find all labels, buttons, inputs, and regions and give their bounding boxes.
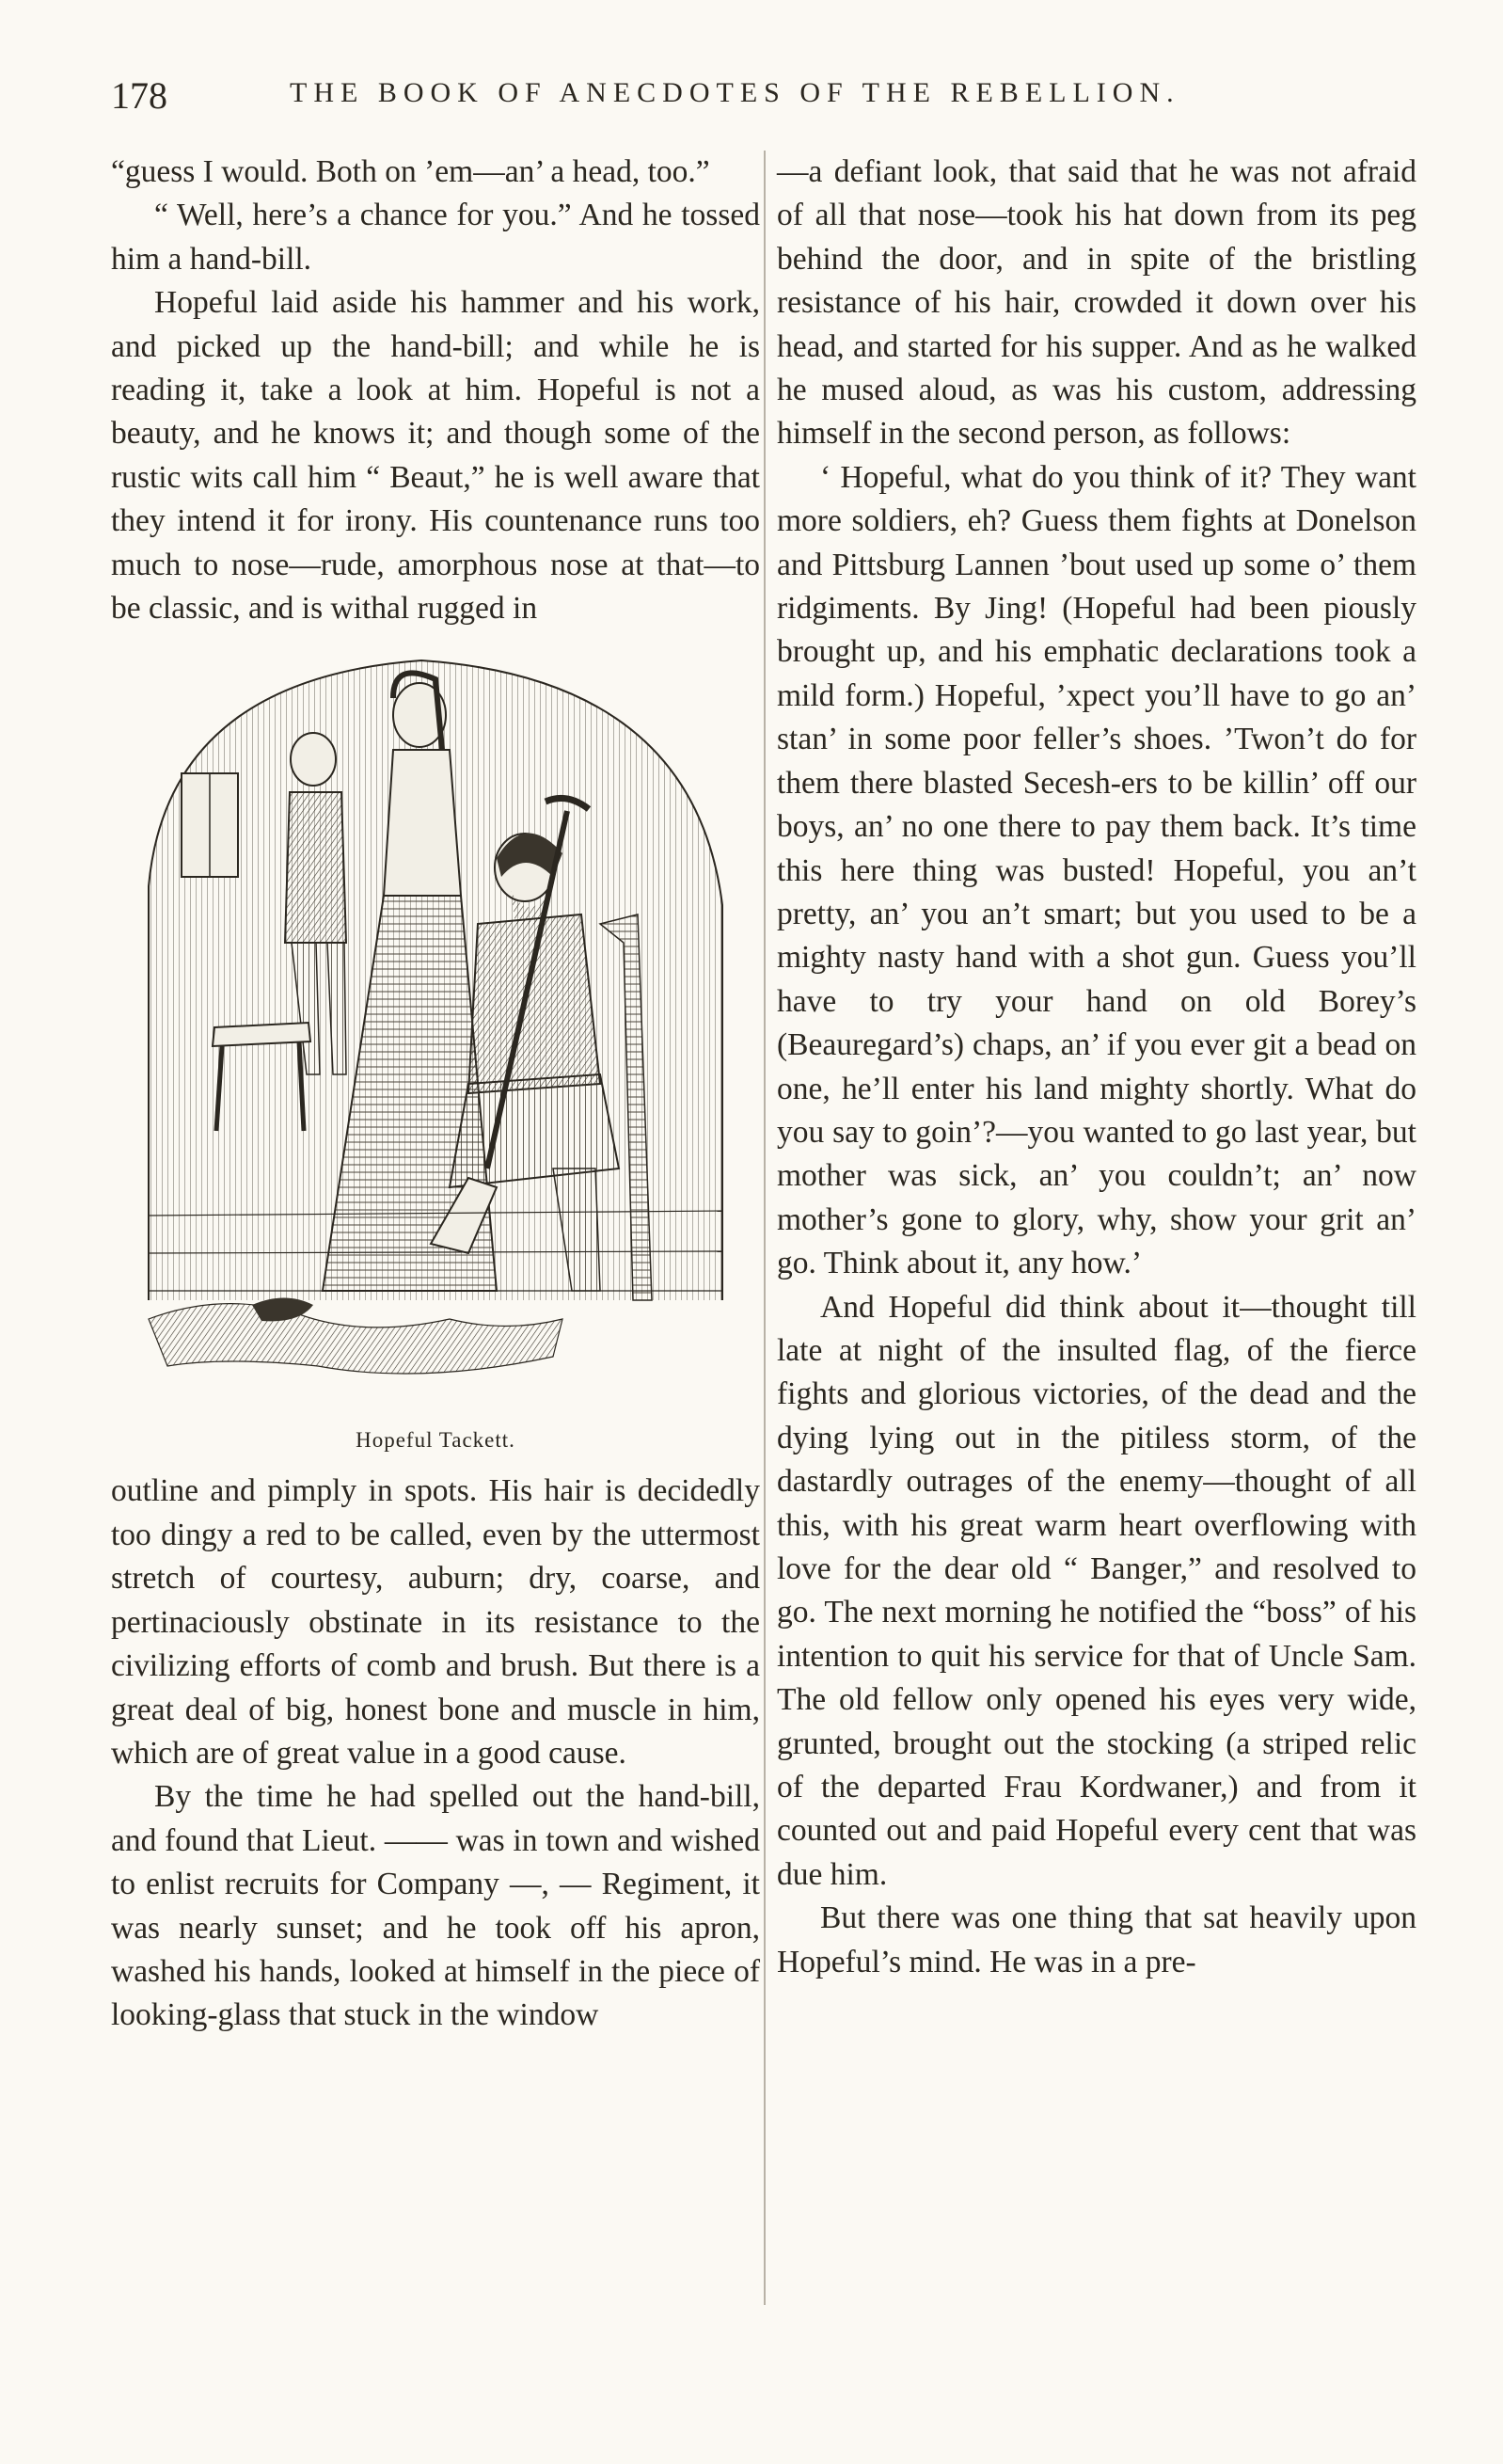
paragraph: outline and pimply in spots. His hair is decidedly too dingy a red to be called, even by the uttermost stretch of courtesy, auburn; dry, coarse, and pertinaciously obstinate in its resistance to the civilizing efforts of comb and brush. But there is a great deal of big, honest bone and muscle in him, which are of great value in a good cause. — [111, 1473, 760, 1771]
page-number: 178 — [111, 74, 167, 117]
paragraph: “guess I would. Both on ’em—an’ a head, too.” — [111, 154, 710, 189]
right-column — [777, 151, 1416, 1984]
paragraph: “ Well, here’s a chance for you.” And he tossed him a hand-bill. — [111, 198, 760, 277]
paragraph: Hopeful laid aside his hammer and his work, and picked up the hand-bill; and while he is reading it, take a look at him. Hopeful is not a beauty, and he knows it; and though some of the rustic wits call him “ Beaut,” he is well aware that they intend it for irony. His countenance runs too much to nose—rude, amorphous nose at that—to be classic, and is withal rugged in — [111, 285, 760, 627]
figure-caption: Hopeful Tackett. — [356, 1428, 515, 1453]
paragraph: By the time he had spelled out the hand-bill, and found that Lieut. —— was in town and wished to enlist recruits for Company —, — Regiment, it was nearly sunset; and he took off his apron, washed his hands, looked at himself in the piece of looking-glass that stuck in the window — [111, 1779, 760, 2033]
paragraph: ‘ Hopeful, what do you think of it? They want more soldiers, eh? Guess them fights at Donelson and Pittsburg Lannen ’bout used up some o’ them ridgiments. By Jing! (Hopeful had been piously brought up, and his emphatic declarations took a mild form.) Hopeful, ’xpect you’ll have to go an’ stan’ in some poor feller’s shoes. ’Twon’t do for them there blasted Secesh-ers to be killin’ off our boys, an’ no one there to pay them back. It’s time this here thing was busted! Hopeful, you an’t pretty, an’ you an’t smart; but you used to be a mighty nasty hand with a shot gun. Guess you’ll have to try your hand on old Borey’s (Beauregard’s) chaps, an’ if you ever git a bead on one, he’ll enter his land mighty shortly. What do you say to goin’?—you wanted to go last year, but mother was sick, an’ you couldn’t; an’ now mother’s gone to glory, why, show your grit an’ go. Think about it, any how.’ — [777, 459, 1416, 1281]
paragraph: —a defiant look, that said that he was not afraid of all that nose—took his hat down from its peg behind the door, and in spite of the bristling resistance of his hair, crowded it down over his head, and started for his supper. And as he walked he mused aloud, as was his custom, addressing himself in the second person, as follows: — [777, 154, 1416, 452]
column-divider — [764, 151, 766, 2305]
engraving-illustration — [111, 642, 760, 1413]
illustration-hopeful-tackett — [111, 642, 760, 1470]
running-title: THE BOOK OF ANECDOTES OF THE REBELLION. — [290, 77, 1180, 108]
paragraph: But there was one thing that sat heavily upon Hopeful’s mind. He was in a pre- — [777, 1900, 1416, 1979]
page-header — [111, 73, 1268, 120]
left-column — [111, 151, 760, 2038]
paragraph: And Hopeful did think about it—thought till late at night of the insulted flag, of the fierce fights and glorious victories, of the dead and the dying lying out in the pitiless storm, of the dastardly outrages of the enemy—thought of all this, with his great warm heart overflowing with love for the dear old “ Banger,” and resolved to go. The next morning he notified the “boss” of his intention to quit his service for that of Uncle Sam. The old fellow only opened his eyes very wide, grunted, brought out the stocking (a striped relic of the departed Frau Kordwaner,) and from it counted out and paid Hopeful every cent that was due him. — [777, 1289, 1416, 1892]
